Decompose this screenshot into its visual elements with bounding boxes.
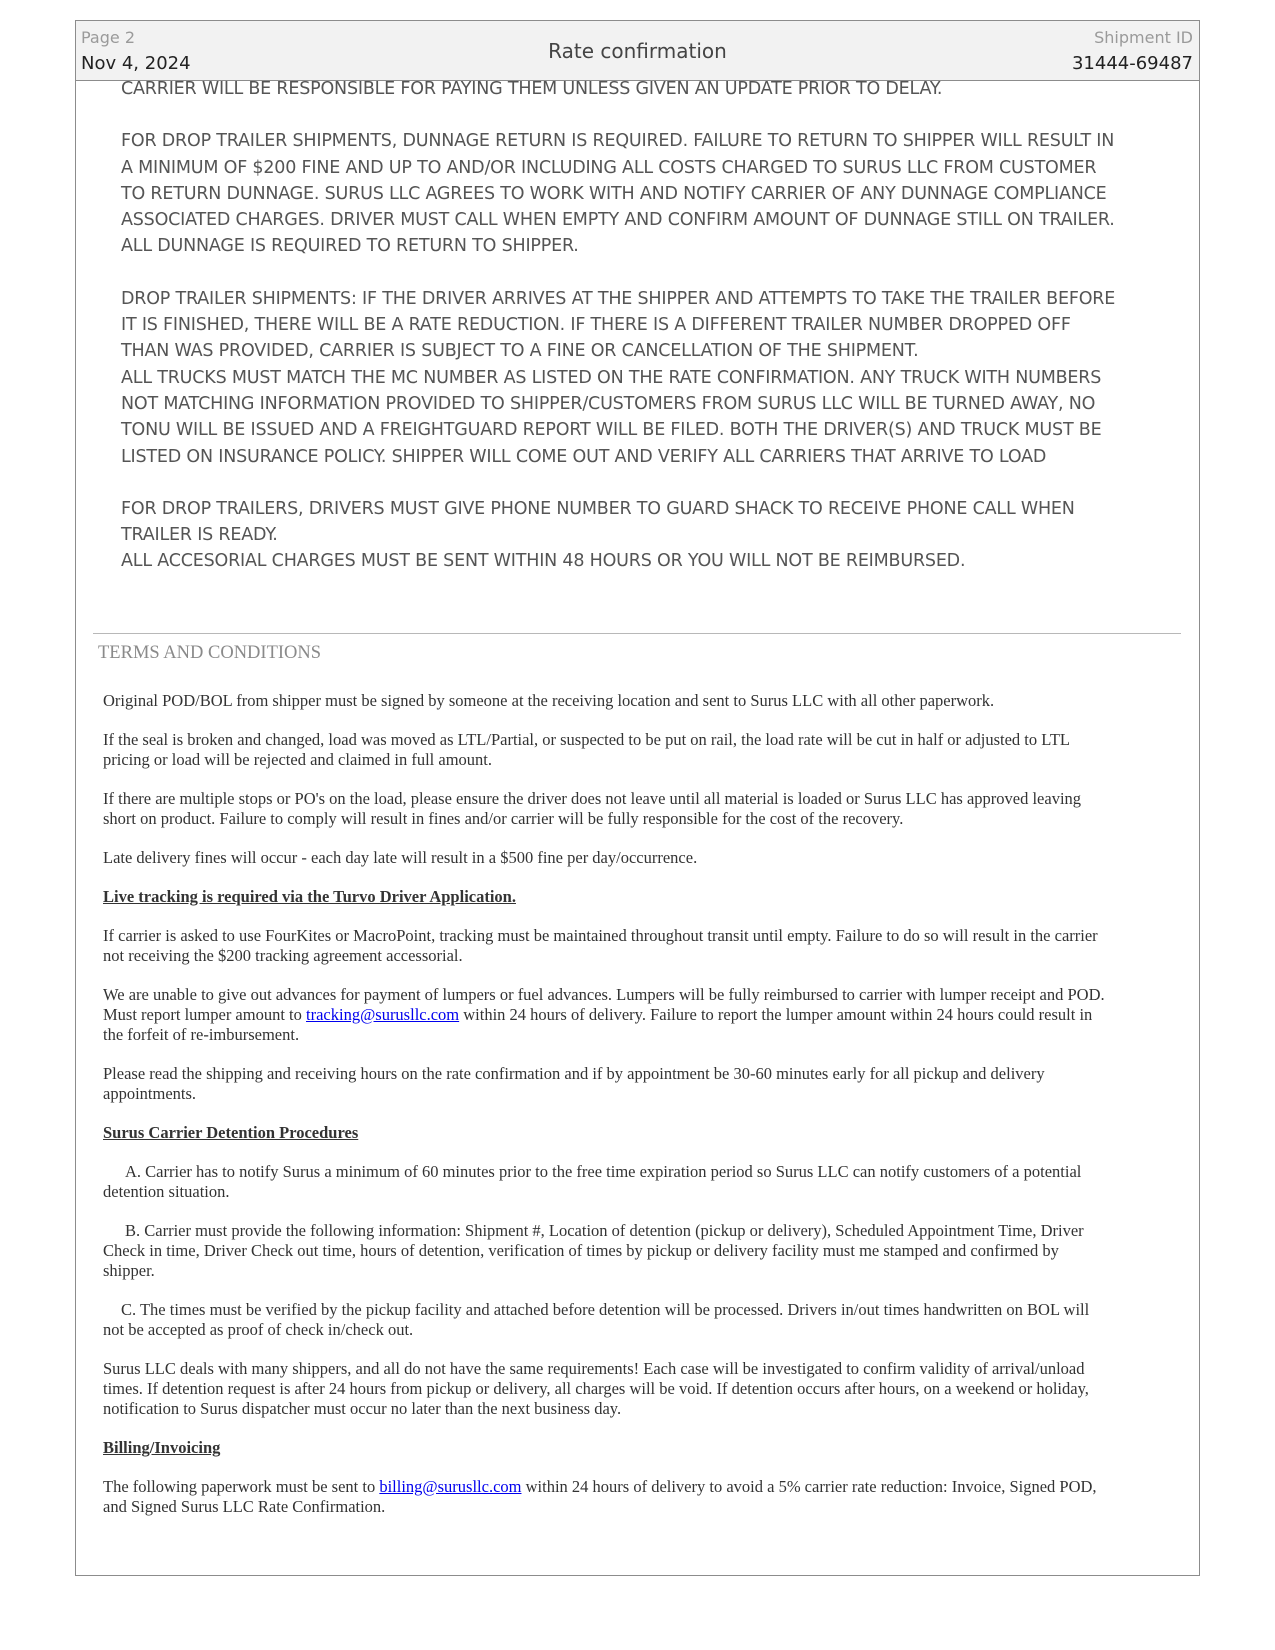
live-tracking-heading: Live tracking is required via the Turvo Driver Application. [103,887,516,906]
terms-paragraph: Original POD/BOL from shipper must be signed by someone at the receiving location and sent to Surus LLC with all other paperwork. [103,691,995,710]
detention-item-b: B. Carrier must provide the following information: Shipment #, Location of detention (pickup or delivery), Scheduled Appointment Time, Driver Check in time, Driver Check out time, hours of detention, verification of times by pickup or delivery facility must me stamped and confirmed by shipper. [103,1221,1084,1280]
terms-paragraph: Please read the shipping and receiving hours on the rate confirmation and if by appointment be 30-60 minutes early for all pickup and delivery appointments. [103,1064,1045,1103]
terms-paragraph [103,985,1113,1045]
lumper-text-start: We are unable to give out advances for payment of lumpers or fuel advances. Lumpers will be fully reimbursed to carrier with lumper receipt and POD. Must report lumper amount to [103,985,1105,1024]
note-paragraph: ALL TRUCKS MUST MATCH THE MC NUMBER AS LISTED ON THE RATE CONFIRMATION. ANY TRUCK WITH NUMBERS NOT MATCHING INFORMATION PROVIDED TO SHIPPER/CUSTOMERS FROM SURUS LLC WILL BE TURNED AWAY, NO TONU WILL BE ISSUED AND A FREIGHTGUARD REPORT WILL BE FILED. BOTH THE DRIVER(S) AND TRUCK MUST BE LISTED ON INSURANCE POLICY. SHIPPER WILL COME OUT AND VERIFY ALL CARRIERS THAT ARRIVE TO LOAD [121,367,1102,467]
document-title: Rate confirmation [548,39,727,63]
terms-subheading [103,1438,1113,1458]
terms-paragraph: Surus LLC deals with many shippers, and all do not have the same requirements! Each case will be investigated to confirm validity of arrival/unload times. If detention request is after 24 hours from pickup or delivery, all charges will be void. If detention occurs after hours, on a weekend or holiday, notification to Surus dispatcher must occur no later than the next business day. [103,1359,1089,1418]
note-paragraph: FOR DROP TRAILERS, DRIVERS MUST GIVE PHONE NUMBER TO GUARD SHACK TO RECEIVE PHONE CALL WHEN TRAILER IS READY. [121,498,1075,546]
document-date: Nov 4, 2024 [81,53,191,74]
terms-paragraph: If there are multiple stops or PO's on the load, please ensure the driver does not leave until all material is loaded or Surus LLC has approved leaving short on product. Failure to comply will result in fines and/or carrier will be fully responsible for the cost of the recovery. [103,789,1082,828]
terms-paragraph: If carrier is asked to use FourKites or MacroPoint, tracking must be maintained throughout transit until empty. Failure to do so will result in the carrier not receiving the $200 tracking agreement accessorial. [103,926,1098,965]
detention-item-c: C. The times must be verified by the pickup facility and attached before detention will be processed. Drivers in/out times handwritten on BOL will not be accepted as proof of check in/check out. [103,1300,1090,1339]
lumper-text-end: within 24 hours of delivery. Failure to report the lumper amount within 24 hours could result in the forfeit of re-imbursement. [103,1005,1093,1044]
note-paragraph: DROP TRAILER SHIPMENTS: IF THE DRIVER ARRIVES AT THE SHIPPER AND ATTEMPTS TO TAKE THE TRAILER BEFORE IT IS FINISHED, THERE WILL BE A RATE REDUCTION. IF THERE IS A DIFFERENT TRAILER NUMBER DROPPED OFF THAN WAS PROVIDED, CARRIER IS SUBJECT TO A FINE OR CANCELLATION OF THE SHIPMENT. [121,288,1116,362]
note-paragraph: CARRIER WILL BE RESPONSIBLE FOR PAYING THEM UNLESS GIVEN AN UPDATE PRIOR TO DELAY. [121,79,943,99]
detention-heading: Surus Carrier Detention Procedures [103,1123,359,1142]
terms-body [103,691,1113,1536]
billing-email-link[interactable]: billing@surusllc.com [379,1477,522,1496]
page-number: Page 2 [81,28,135,47]
special-instructions [121,76,1121,575]
terms-subheading [103,887,1113,907]
tracking-email-link[interactable]: tracking@surusllc.com [306,1005,460,1024]
shipment-id-value: 31444-69487 [1071,53,1193,74]
billing-heading: Billing/Invoicing [103,1438,221,1457]
section-divider [93,633,1181,634]
shipment-id-label: Shipment ID [1094,28,1193,47]
terms-paragraph: If the seal is broken and changed, load was moved as LTL/Partial, or suspected to be put on rail, the load rate will be cut in half or adjusted to LTL pricing or load will be rejected and claimed in full amount. [103,730,1070,769]
note-paragraph: ALL ACCESORIAL CHARGES MUST BE SENT WITHIN 48 HOURS OR YOU WILL NOT BE REIMBURSED. [121,551,966,572]
note-paragraph: FOR DROP TRAILER SHIPMENTS, DUNNAGE RETURN IS REQUIRED. FAILURE TO RETURN TO SHIPPER WILL RESULT IN A MINIMUM OF $200 FINE AND UP TO AND/OR INCLUDING ALL COSTS CHARGED TO SURUS LLC FROM CUSTOMER TO RETURN DUNNAGE. SURUS LLC AGREES TO WORK WITH AND NOTIFY CARRIER OF ANY DUNNAGE COMPLIANCE ASSOCIATED CHARGES. DRIVER MUST CALL WHEN EMPTY AND CONFIRM AMOUNT OF DUNNAGE STILL ON TRAILER. ALL DUNNAGE IS REQUIRED TO RETURN TO SHIPPER. [121,131,1115,257]
terms-paragraph [103,1477,1113,1517]
billing-text-end: within 24 hours of delivery to avoid a 5% carrier rate reduction: Invoice, Signed POD, and Signed Surus LLC Rate Confirmation. [103,1477,1097,1516]
terms-paragraph: Late delivery fines will occur - each day late will result in a $500 fine per day/occurrence. [103,848,698,867]
detention-item-a: A. Carrier has to notify Surus a minimum of 60 minutes prior to the free time expiration period so Surus LLC can notify customers of a potential detention situation. [103,1162,1082,1201]
terms-heading: TERMS AND CONDITIONS [98,643,322,663]
billing-text-start: The following paperwork must be sent to [103,1477,380,1496]
page-header [76,21,1199,81]
terms-subheading [103,1123,1113,1143]
